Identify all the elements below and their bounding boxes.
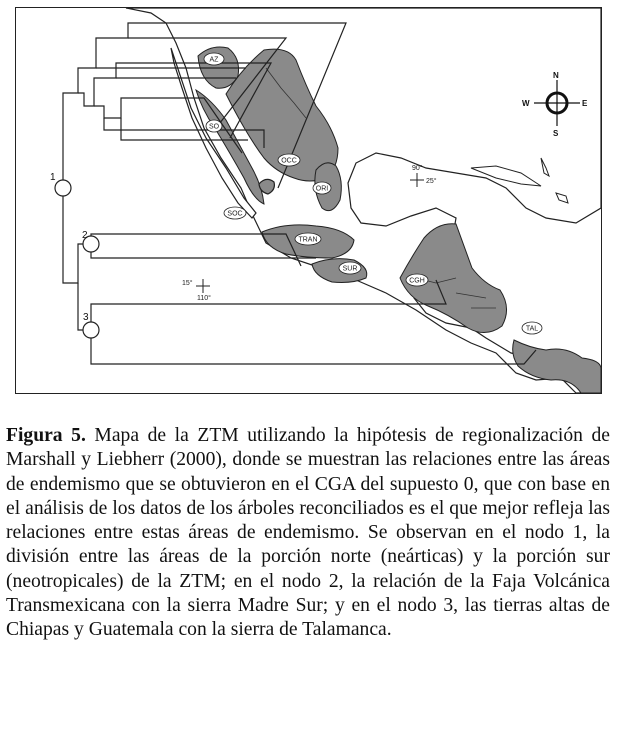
label-tal: TAL (525, 325, 539, 333)
label-sur: SUR (342, 265, 358, 273)
ztm-map (16, 8, 601, 393)
compass-south: S (553, 129, 559, 138)
coordinate-marker-pacific (196, 279, 210, 293)
compass-west: W (522, 99, 530, 108)
node-3-label: 3 (83, 312, 89, 323)
figure-caption-text: Mapa de la ZTM utilizando la hipótesis de regionalización de Marshall y Liebherr (2000), donde se muestran las relaciones entre las áreas de endemismo que se obtuvieron en el CGA del supuesto 0, que con base en el análisis de los datos de los árboles reconciliados es el que mejor refleja las relaciones entre estas áreas de endemismo. Se observan en el nodo 1, la división entre las áreas de la porción norte (neárticas) y la porción sur (neotropicales) de la ZTM; en el nodo 2, la relación de la Faja Volcánica Transmexicana con la sierra Madre Sur; y en el nodo 3, las tierras altas de Chiapas y Guatemala con la sierra de Talamanca. (6, 425, 610, 641)
area-tal (513, 340, 601, 393)
label-so: SO (208, 123, 220, 131)
gulf-lon-label: 90° (412, 165, 423, 172)
north-america-coast (126, 8, 601, 393)
node-3-circle (83, 322, 99, 338)
label-occ: OCC (281, 157, 297, 165)
label-soc: SOC (227, 210, 243, 218)
pacific-lat-label: 15° (182, 280, 193, 287)
node-1-circle (55, 180, 71, 196)
node-1-label: 1 (50, 172, 56, 183)
label-tran: TRAN (298, 236, 318, 244)
coordinate-marker-gulf (410, 173, 424, 187)
figure-caption (6, 424, 610, 643)
gulf-lat-label: 25° (426, 178, 437, 185)
label-ori: ORI (315, 185, 329, 193)
compass-east: E (582, 99, 588, 108)
label-az: AZ (209, 56, 219, 64)
pacific-lon-label: 110° (197, 295, 211, 302)
figure-caption-label: Figura 5. (6, 425, 86, 446)
node-2-label: 2 (82, 230, 88, 241)
compass-north: N (553, 71, 559, 80)
figure-map (15, 7, 602, 394)
label-cgh: CGH (409, 277, 425, 285)
